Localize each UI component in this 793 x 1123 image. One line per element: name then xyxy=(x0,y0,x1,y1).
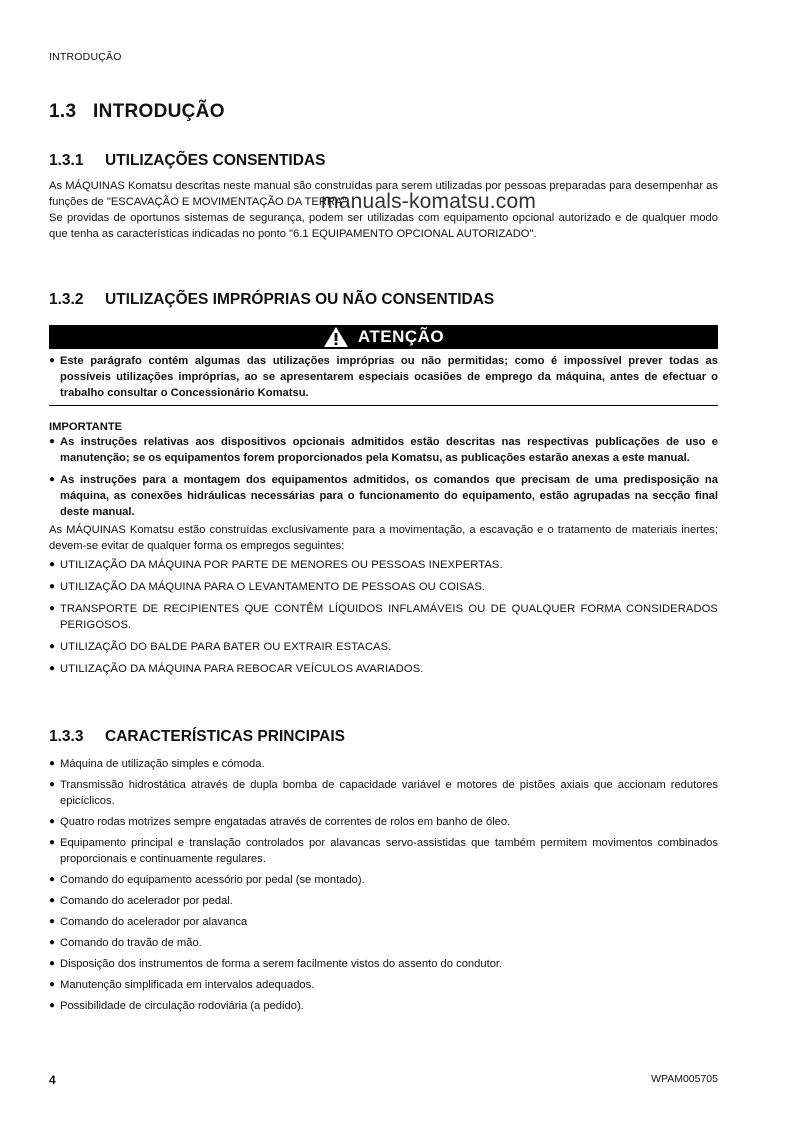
feature-text: Quatro rodas motrizes sempre engatadas através de correntes de rolos em banho de óleo. xyxy=(60,816,511,828)
bullet-icon: ● xyxy=(49,837,56,848)
bullet-icon: ● xyxy=(49,663,56,674)
bullet-icon: ● xyxy=(49,355,56,366)
forbidden-use-text: UTILIZAÇÃO DA MÁQUINA POR PARTE DE MENORES OU PESSOAS INEXPERTAS. xyxy=(60,559,503,571)
section-number: 1.3.2 xyxy=(49,291,84,308)
bullet-icon: ● xyxy=(49,895,56,906)
forbidden-use-text: UTILIZAÇÃO DA MÁQUINA PARA REBOCAR VEÍCULOS AVARIADOS. xyxy=(60,663,424,675)
feature-text: Comando do acelerador por pedal. xyxy=(60,895,233,907)
bullet-icon: ● xyxy=(49,958,56,969)
warning-banner xyxy=(49,325,718,349)
feature-item xyxy=(49,956,718,972)
feature-item xyxy=(49,756,718,772)
important-item-text: As instruções para a montagem dos equipamentos admitidos, os comandos que precisam de uma predisposição na máquina, as conexões hidráulicas necessárias para o funcionamento do equipamento, estão agrupadas na secção final deste manual. xyxy=(60,474,718,518)
feature-text: Possibilidade de circulação rodoviária (a pedido). xyxy=(60,1000,304,1012)
bullet-icon: ● xyxy=(49,979,56,990)
feature-text: Comando do equipamento acessório por pedal (se montado). xyxy=(60,874,365,886)
section-utilizacoes-improprias xyxy=(49,291,718,677)
paragraph: Se providas de oportunos sistemas de segurança, podem ser utilizadas com equipamento opcional autorizado e de qualquer modo que tenha as características indicadas no ponto "6.1 EQUIPAMENTO OPCIONAL AUTORIZADO". xyxy=(49,212,718,240)
feature-text: Comando do acelerador por alavanca xyxy=(60,916,248,928)
section-heading xyxy=(49,291,718,309)
section-number: 1.3.3 xyxy=(49,728,84,745)
feature-item xyxy=(49,935,718,951)
forbidden-use-text: UTILIZAÇÃO DA MÁQUINA PARA O LEVANTAMENTO DE PESSOAS OU COISAS. xyxy=(60,581,486,593)
chapter-heading xyxy=(49,101,225,123)
section-heading xyxy=(49,152,718,170)
feature-text: Comando do travão de mão. xyxy=(60,937,202,949)
bullet-icon: ● xyxy=(49,559,56,570)
running-header: INTRODUÇÃO xyxy=(49,51,122,63)
section-title: UTILIZAÇÕES IMPRÓPRIAS OU NÃO CONSENTIDAS xyxy=(105,291,495,308)
warning-label: ATENÇÃO xyxy=(357,327,445,346)
feature-item xyxy=(49,777,718,809)
forbidden-use-text: TRANSPORTE DE RECIPIENTES QUE CONTÊM LÍQUIDOS INFLAMÁVEIS OU DE QUALQUER FORMA CONSIDERADOS PERIGOSOS. xyxy=(60,603,718,631)
bullet-icon: ● xyxy=(49,436,56,447)
feature-item xyxy=(49,914,718,930)
important-label: IMPORTANTE xyxy=(49,421,123,433)
warning-item xyxy=(49,353,718,401)
bullet-icon: ● xyxy=(49,641,56,652)
important-item xyxy=(49,472,718,520)
bullet-icon: ● xyxy=(49,603,56,614)
forbidden-use-item xyxy=(49,601,718,633)
feature-text: Disposição dos instrumentos de forma a serem facilmente vistos do assento do condutor. xyxy=(60,958,503,970)
bullet-icon: ● xyxy=(49,474,56,485)
chapter-number: 1.3 xyxy=(49,101,77,122)
bullet-icon: ● xyxy=(49,937,56,948)
feature-item xyxy=(49,814,718,830)
forbidden-use-item xyxy=(49,579,718,595)
paragraph: As MÁQUINAS Komatsu estão construídas exclusivamente para a movimentação, a escavação e o tratamento de materiais inertes; devem-se evitar de qualquer forma os empregos seguintes: xyxy=(49,524,718,552)
bullet-icon: ● xyxy=(49,758,56,769)
bullet-icon: ● xyxy=(49,779,56,790)
feature-text: Manutenção simplificada em intervalos adequados. xyxy=(60,979,315,991)
paragraph: As MÁQUINAS Komatsu descritas neste manual são construídas para serem utilizadas por pessoas preparadas para desempenhar as funções de "ESCAVAÇÃO E MOVIMENTAÇÃO DA TERRA". xyxy=(49,180,718,208)
chapter-title: INTRODUÇÃO xyxy=(93,101,225,122)
divider xyxy=(49,405,718,406)
section-utilizacoes-consentidas xyxy=(49,152,718,242)
section-heading xyxy=(49,728,718,746)
forbidden-use-item xyxy=(49,661,718,677)
feature-text: Transmissão hidrostática através de dupla bomba de capacidade variável e motores de pistões axiais que accionam redutores epicíclicos. xyxy=(60,779,718,807)
forbidden-use-item xyxy=(49,639,718,655)
bullet-icon: ● xyxy=(49,916,56,927)
bullet-icon: ● xyxy=(49,816,56,827)
bullet-icon: ● xyxy=(49,581,56,592)
section-caracteristicas-principais xyxy=(49,728,718,1019)
page-number: 4 xyxy=(49,1073,56,1087)
warning-item-text: Este parágrafo contém algumas das utilizações impróprias ou não permitidas; como é impossível prever todas as possíveis utilizações impróprias, ao se apresentarem especiais ocasiões de emprego da máquina, antes de efectuar o trabalho consultar o Concessionário Komatsu. xyxy=(60,355,718,399)
manual-page xyxy=(49,0,718,1123)
forbidden-use-text: UTILIZAÇÃO DO BALDE PARA BATER OU EXTRAIR ESTACAS. xyxy=(60,641,392,653)
section-title: CARACTERÍSTICAS PRINCIPAIS xyxy=(105,728,345,745)
important-item xyxy=(49,434,718,466)
document-code: WPAM005705 xyxy=(651,1073,718,1085)
feature-text: Máquina de utilização simples e cómoda. xyxy=(60,758,265,770)
warning-triangle-icon xyxy=(323,326,349,348)
section-title: UTILIZAÇÕES CONSENTIDAS xyxy=(105,152,326,169)
feature-item xyxy=(49,998,718,1014)
feature-item xyxy=(49,977,718,993)
forbidden-use-item xyxy=(49,557,718,573)
watermark-text: manuals-komatsu.com xyxy=(321,190,537,213)
bullet-icon: ● xyxy=(49,1000,56,1011)
section-number: 1.3.1 xyxy=(49,152,84,169)
feature-item xyxy=(49,872,718,888)
important-item-text: As instruções relativas aos dispositivos opcionais admitidos estão descritas nas respectivas publicações de uso e manutenção; se os equipamentos forem proporcionados pela Komatsu, as publicações estarão anexas a este manual. xyxy=(60,436,718,464)
bullet-icon: ● xyxy=(49,874,56,885)
feature-text: Equipamento principal e translação controlados por alavancas servo-assistidas que também permitem movimentos combinados proporcionais e continuamente regulares. xyxy=(60,837,718,865)
feature-item xyxy=(49,893,718,909)
feature-item xyxy=(49,835,718,867)
